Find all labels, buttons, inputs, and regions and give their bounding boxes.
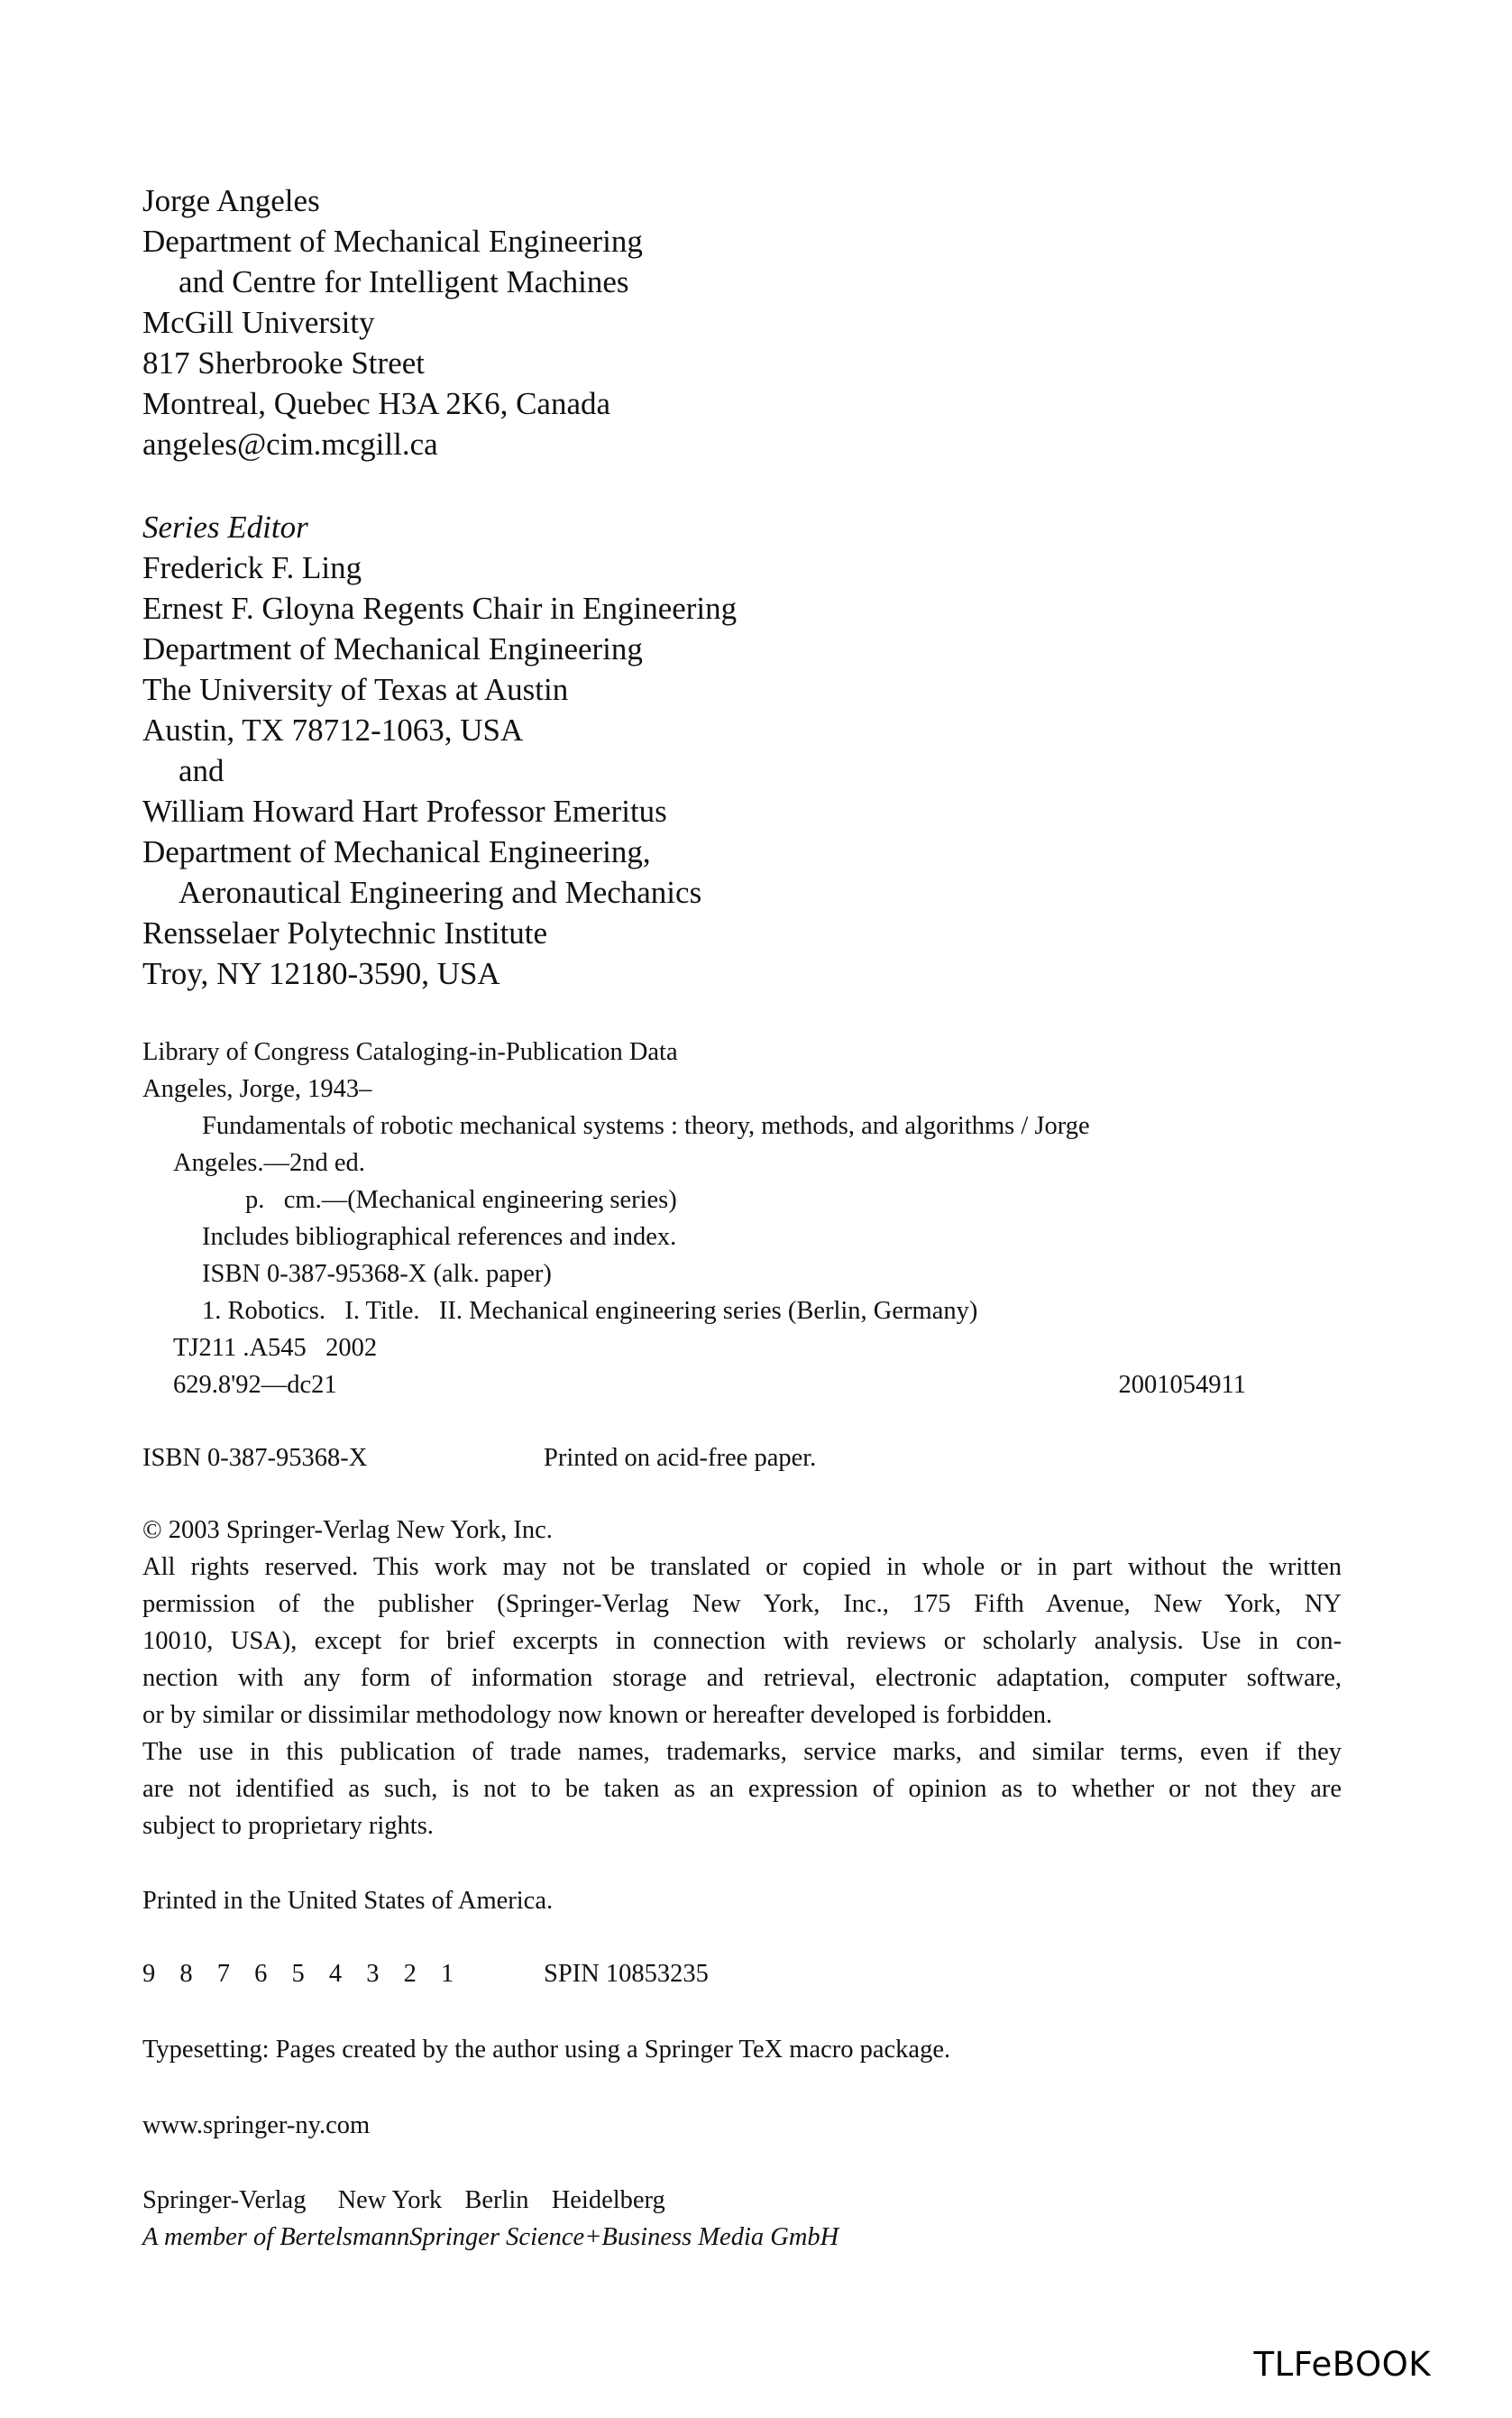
- editor-department: Department of Mechanical Engineering: [142, 631, 643, 667]
- author-department: Department of Mechanical Engineering: [142, 224, 643, 259]
- editor-institute: Rensselaer Polytechnic Institute: [142, 915, 548, 951]
- printed-in: [142, 1882, 1369, 1919]
- publisher-place-2: Berlin: [464, 2186, 529, 2214]
- cip-dewey-row: [142, 1366, 1246, 1403]
- paper-note: Printed on acid-free paper.: [544, 1444, 817, 1472]
- rights-line-3: 10010, USA), except for brief excerpts in connection with reviews or scholarly analysis. Use in con-: [142, 1627, 1342, 1655]
- rights-line-2: permission of the publisher (Springer-Verlag New York, Inc., 175 Fifth Avenue, New York, NY: [142, 1590, 1342, 1618]
- cip-isbn: ISBN 0-387-95368-X (alk. paper): [202, 1260, 552, 1288]
- series-editor-heading: Series Editor: [142, 510, 308, 545]
- editor-name: Frederick F. Ling: [142, 550, 362, 585]
- publisher-info: [142, 2182, 1369, 2256]
- author-address: [142, 180, 1369, 464]
- author-email: angeles@cim.mcgill.ca: [142, 427, 438, 462]
- copyright-page: [142, 0, 1369, 2418]
- publisher-places-line: [142, 2182, 1369, 2219]
- cip-dewey: 629.8'92—dc21: [173, 1371, 337, 1399]
- editor-city-2: Troy, NY 12180-3590, USA: [142, 956, 500, 991]
- cip-title-cont: Angeles.—2nd ed.: [173, 1149, 365, 1177]
- editor-department-2: Department of Mechanical Engineering,: [142, 834, 651, 869]
- watermark: TLFeBOOK: [1253, 2345, 1431, 2384]
- isbn-number: ISBN 0-387-95368-X: [142, 1444, 368, 1472]
- series-editor: [142, 507, 1369, 994]
- editor-city: Austin, TX 78712-1063, USA: [142, 713, 524, 748]
- website: [142, 2107, 1369, 2144]
- editor-department-2-cont: Aeronautical Engineering and Mechanics: [179, 875, 702, 910]
- website-url: www.springer-ny.com: [142, 2111, 371, 2139]
- publisher-name: Springer-Verlag: [142, 2186, 307, 2214]
- author-city: Montreal, Quebec H3A 2K6, Canada: [142, 386, 611, 421]
- typesetting-text: Typesetting: Pages created by the author using a Springer TeX macro package.: [142, 2036, 951, 2064]
- publisher-place-1: New York: [337, 2186, 443, 2214]
- trademark-line-1: The use in this publication of trade names, trademarks, service marks, and similar terms, even if they: [142, 1738, 1342, 1766]
- rights-line-5: or by similar or dissimilar methodology now known or hereafter developed is forbidden.: [142, 1701, 1053, 1729]
- editor-professorship: William Howard Hart Professor Emeritus: [142, 794, 667, 829]
- editor-chair: Ernest F. Gloyna Regents Chair in Engineering: [142, 591, 738, 626]
- cip-lccn: 2001054911: [1118, 1371, 1246, 1399]
- cip-notes: Includes bibliographical references and index.: [202, 1223, 677, 1251]
- typesetting-note: [142, 2031, 1369, 2068]
- cip-author: Angeles, Jorge, 1943–: [142, 1075, 372, 1103]
- author-name: Jorge Angeles: [142, 183, 320, 218]
- cip-physical: p. cm.—(Mechanical engineering series): [245, 1186, 677, 1214]
- rights-line-1: All rights reserved. This work may not be translated or copied in whole or in part without the written: [142, 1553, 1342, 1581]
- editor-and: and: [179, 753, 225, 788]
- publisher-place-3: Heidelberg: [551, 2186, 665, 2214]
- cip-lc-class: TJ211 .A545 2002: [173, 1334, 378, 1362]
- publisher-member: A member of BertelsmannSpringer Science+Business Media GmbH: [142, 2223, 839, 2251]
- cip-data: [142, 1034, 1369, 1403]
- author-university: McGill University: [142, 305, 375, 340]
- isbn-row: [142, 1439, 1369, 1476]
- author-street: 817 Sherbrooke Street: [142, 345, 425, 381]
- trademark-line-3: subject to proprietary rights.: [142, 1812, 434, 1840]
- author-centre: and Centre for Intelligent Machines: [179, 264, 629, 299]
- editor-university: The University of Texas at Austin: [142, 672, 569, 707]
- cip-subjects: 1. Robotics. I. Title. II. Mechanical engineering series (Berlin, Germany): [202, 1297, 978, 1325]
- spin-number: SPIN 10853235: [544, 1960, 709, 1988]
- copyright-notice: [142, 1512, 1342, 1844]
- copyright-line: © 2003 Springer-Verlag New York, Inc.: [142, 1516, 553, 1544]
- print-sequence: 9 8 7 6 5 4 3 2 1: [142, 1960, 463, 1988]
- cip-heading: Library of Congress Cataloging-in-Publication Data: [142, 1038, 678, 1066]
- printed-in-text: Printed in the United States of America.: [142, 1887, 554, 1915]
- rights-line-4: nection with any form of information storage and retrieval, electronic adaptation, computer software,: [142, 1664, 1342, 1692]
- cip-title: Fundamentals of robotic mechanical systems : theory, methods, and algorithms / Jorge: [202, 1112, 1090, 1140]
- print-run: [142, 1955, 1369, 1992]
- trademark-line-2: are not identified as such, is not to be taken as an expression of opinion as to whether or not they are: [142, 1775, 1342, 1803]
